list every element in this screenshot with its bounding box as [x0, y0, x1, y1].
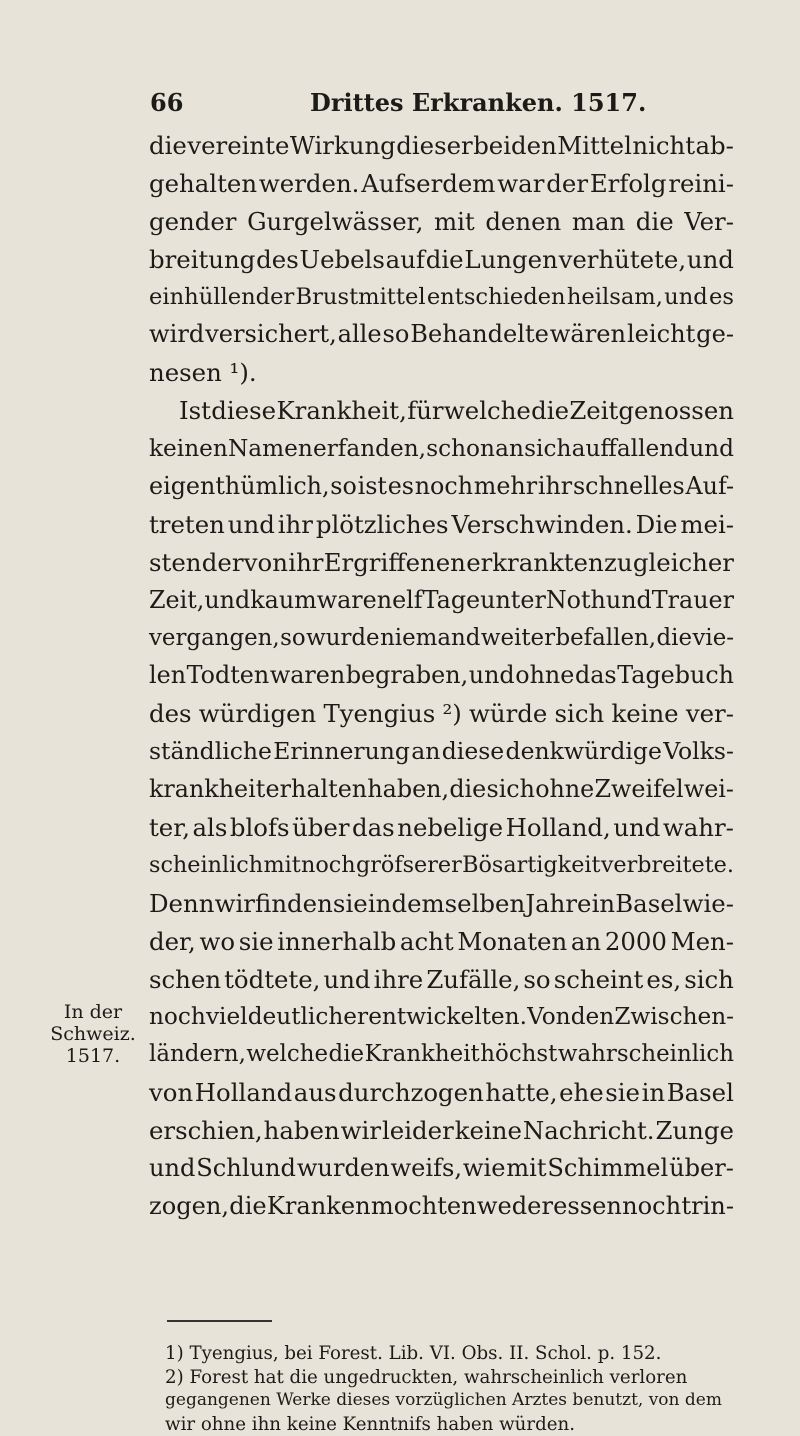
text-line: sten der von ihr Ergriffenen erkrankten zu gleicher [149, 544, 734, 582]
text-line: krankheit erhalten haben, die sich ohne Zweifel wei- [149, 771, 734, 809]
text-line: treten und ihr plötzliches Verschwinden. Die mei- [149, 506, 734, 544]
text-line: len Todten waren begraben, und ohne das Tagebuch [149, 657, 734, 695]
text-line: die vereinte Wirkung dieser beiden Mittel nicht ab- [149, 127, 734, 165]
text-line: keinen Namen erfanden, schon an sich auffallend und [149, 430, 734, 468]
text-line: von Holland aus durchzogen hatte, ehe sie in Basel [149, 1074, 734, 1112]
text-line: nesen ¹). [149, 354, 734, 392]
text-line: gehalten werden. Aufserdem war der Erfolg reini- [149, 165, 734, 203]
text-line: erschien, haben wir leider keine Nachricht. Zunge [149, 1112, 734, 1150]
main-text [149, 127, 734, 1226]
text-line: der, wo sie innerhalb acht Monaten an 2000 Men- [149, 923, 734, 961]
text-line: vergangen, so wurde niemand weiter befallen, die vie- [149, 620, 734, 658]
footnotes [165, 1342, 730, 1436]
text-line: Zeit, und kaum waren elf Tage unter Noth und Trauer [149, 582, 734, 620]
text-line: Ist diese Krankheit, für welche die Zeitgenossen [149, 392, 734, 430]
margin-note-line: Schweiz. [48, 1023, 138, 1045]
margin-note-line: 1517. [48, 1045, 138, 1067]
text-line: eigenthümlich, so ist es noch mehr ihr schnelles Auf- [149, 468, 734, 506]
page-number: 66 [150, 88, 183, 117]
footnote-line: 2) Forest hat die ungedruckten, wahrscheinlich verloren [165, 1366, 730, 1390]
margin-note [48, 1001, 138, 1067]
text-line: scheinlich mit noch gröfserer Bösartigkeit verbreitete. [149, 847, 734, 885]
text-line: zogen, die Kranken mochten weder essen noch trin- [149, 1188, 734, 1226]
text-line: ständliche Erinnerung an diese denkwürdige Volks- [149, 733, 734, 771]
running-title: Drittes Erkranken. 1517. [310, 88, 646, 117]
footnote-line: 1) Tyengius, bei Forest. Lib. VI. Obs. II. Schol. p. 152. [165, 1342, 730, 1366]
text-line: Denn wir finden sie in demselben Jahre in Basel wie- [149, 885, 734, 923]
text-line: einhüllender Brustmittel entschieden heilsam, und es [149, 279, 734, 317]
text-line: ländern, welche die Krankheit höchst wahrscheinlich [149, 1036, 734, 1074]
footnote-line: gegangenen Werke dieses vorzüglichen Arztes benutzt, von dem [165, 1389, 730, 1413]
text-line: gender Gurgelwässer, mit denen man die Ver- [149, 203, 734, 241]
text-line: ter, als blofs über das nebelige Holland, und wahr- [149, 809, 734, 847]
text-line: und Schlund wurden weifs, wie mit Schimmel über- [149, 1150, 734, 1188]
margin-note-line: In der [48, 1001, 138, 1023]
footnote-line: wir ohne ihn keine Kenntnifs haben würden. [165, 1413, 730, 1436]
text-line: noch viel deutlicher entwickelten. Von den Zwischen- [149, 998, 734, 1036]
text-line: schen tödtete, und ihre Zufälle, so scheint es, sich [149, 961, 734, 999]
text-line: breitung des Uebels auf die Lungen verhütete, und [149, 241, 734, 279]
text-line: wird versichert, alle so Behandelte wären leicht ge- [149, 316, 734, 354]
text-line: des würdigen Tyengius ²) würde sich keine ver- [149, 695, 734, 733]
footnote-rule [167, 1320, 272, 1322]
